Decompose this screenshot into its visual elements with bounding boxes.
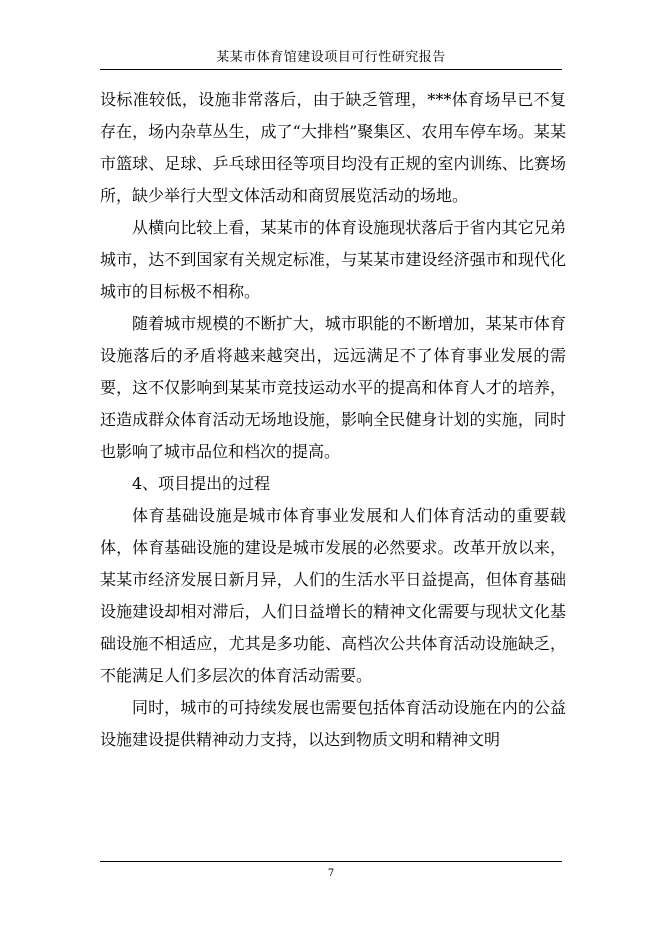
paragraph: 体育基础设施是城市体育事业发展和人们体育活动的重要载体，体育基础设施的建设是城市发展的必然要求。改革开放以来，某某市经济发展日新月异，人们的生活水平日益提高，但体育基础设施建设却相对滞后，人们日益增长的精神文化需要与现状文化基础设施不相适应，尤其是多功能、高档次公共体育活动设施缺乏，不能满足人们多层次的体育活动需要。: [100, 506, 566, 685]
header-divider: [100, 69, 562, 70]
page-number: 7: [327, 868, 335, 879]
paragraph: 从横向比较上看，某某市的体育设施现状落后于省内其它兄弟城市，达不到国家有关规定标准，与某某市建设经济强市和现代化城市的目标极不相称。: [100, 218, 566, 301]
running-header-title: 某某市体育馆建设项目可行性研究报告: [216, 50, 446, 65]
footer-divider: [100, 861, 562, 862]
paragraph-continued: 设标准较低，设施非常落后，由于缺乏管理，***体育场早已不复存在，场内杂草丛生，成了“大排档”聚集区、农用车停车场。某某市篮球、足球、乒乓球田径等项目均没有正规的室内训练、比赛场所，缺少举行大型文体活动和商贸展览活动的场地。: [100, 90, 566, 205]
paragraph: 随着城市规模的不断扩大，城市职能的不断增加，某某市体育设施落后的矛盾将越来越突出，远远满足不了体育事业发展的需要，这不仅影响到某某市竞技运动水平的提高和体育人才的培养，还造成群众体育活动无场地设施，影响全民健身计划的实施，同时也影响了城市品位和档次的提高。: [100, 314, 566, 461]
section-heading: 4、项目提出的过程: [132, 474, 271, 493]
paragraph: 同时，城市的可持续发展也需要包括体育活动设施在内的公益设施建设提供精神动力支持，以达到物质文明和精神文明: [100, 698, 566, 749]
document-body: [100, 84, 566, 756]
